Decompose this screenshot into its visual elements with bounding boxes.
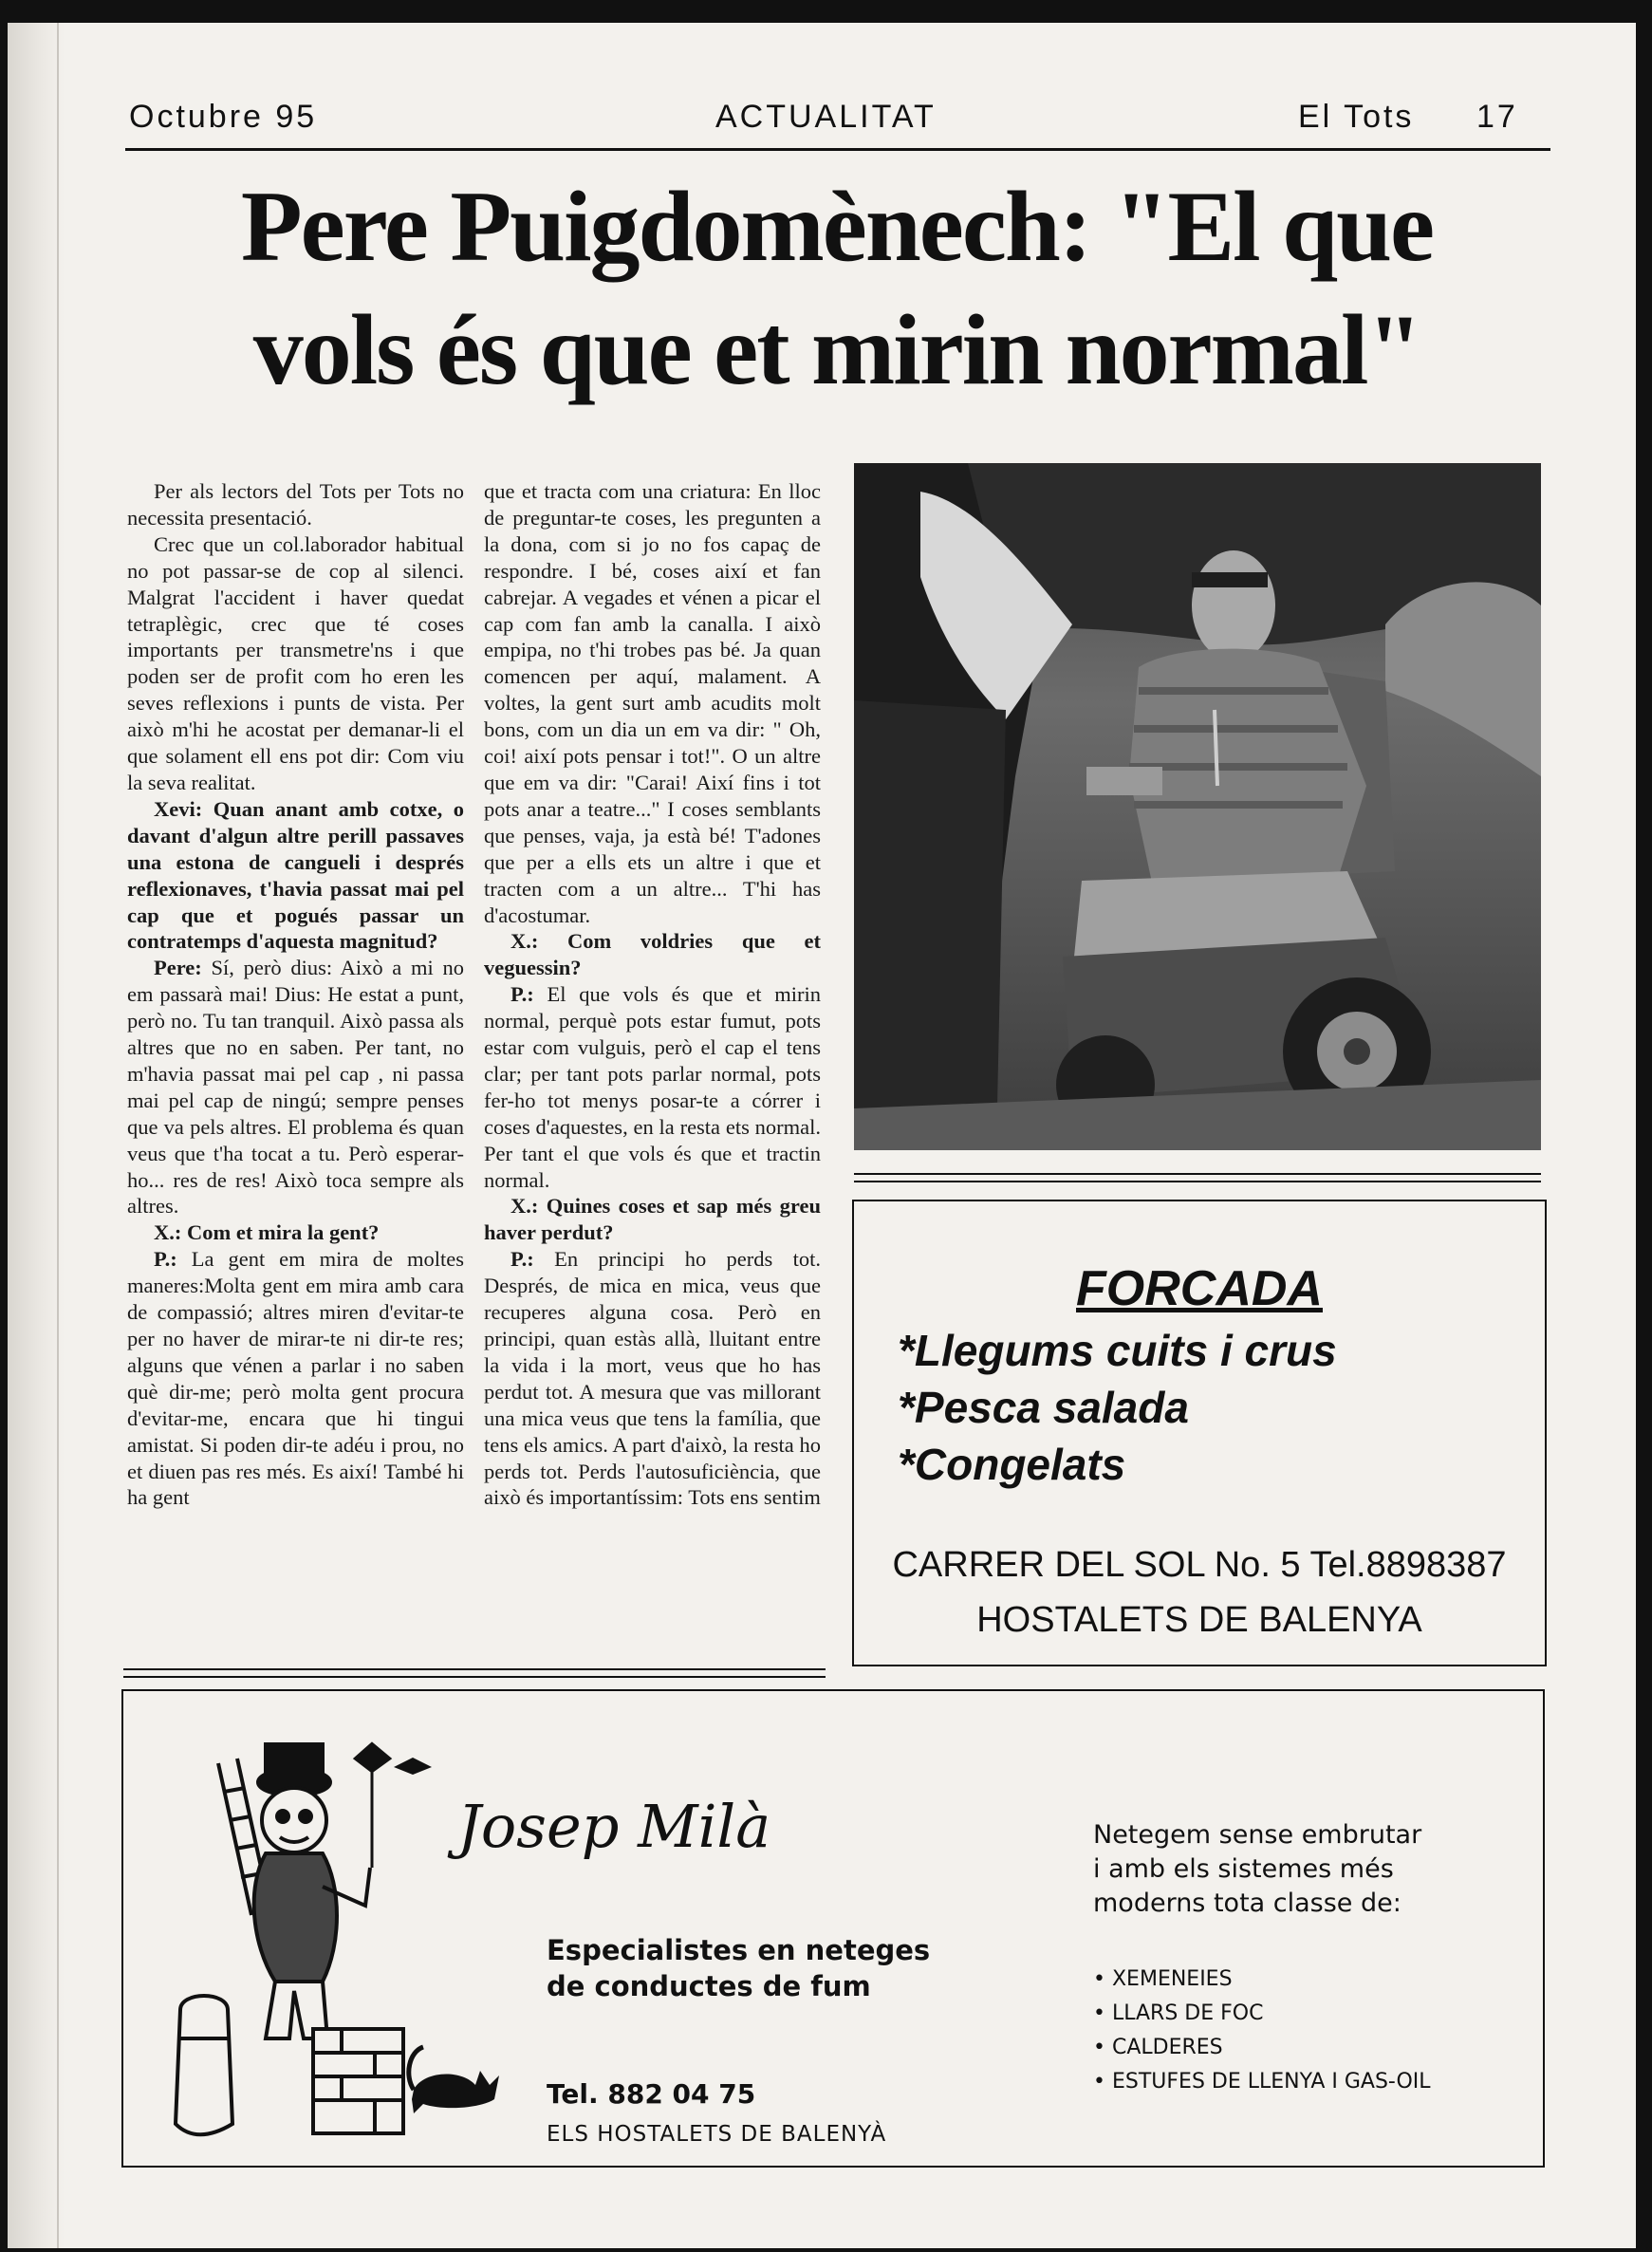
paragraph-text: que et tracta com una criatura: En lloc de preguntar-te coses, les pregunten a la dona, com si jo no fos capaç de respondre. I bé, coses així et fan cabrejar. A vegades et vénen a picar el cap com fan amb la canalla. I això empipa, no t'hi trobes pas bé. Ja quan comencen per aquí, malament. A voltes, la gent surt amb acudits molt bons, com un dia un em va dir: " Oh, coi! així pots pensar i tot!". O un altre que em va dir: "Carai! Així fins i tot pots anar a teatre..." I coses semblants que penses, vaja, ja està bé! T'adones que per a ells ets un altre i que et tracten com a un altre... T'hi has d'acostumar. [484,479,821,927]
article-headline [125,165,1549,412]
forcada-town: HOSTALETS DE BALENYA [976,1600,1422,1640]
header-publication: El Tots [1298,99,1415,135]
paragraph-speaker: P.: [510,1247,534,1272]
forcada-item-llegums: *Llegums cuits i crus [898,1326,1337,1375]
article-paragraph [484,928,821,981]
josep-intro-line-2: i amb els sistemes més [1093,1854,1394,1884]
forcada-address: CARRER DEL SOL No. 5 Tel.8898387 [892,1545,1507,1585]
article-paragraph [484,1246,821,1511]
paragraph-speaker: X.: Com voldries que et veguessin? [484,929,821,980]
josep-intro-line-1: Netegem sense embrutar [1093,1820,1422,1850]
josep-specialty [547,1932,930,2004]
header-rule [125,148,1550,151]
cat-icon [404,2033,509,2118]
josep-intro-line-3: moderns tota classe de: [1093,1889,1401,1918]
paragraph-text: Per als lectors del Tots per Tots no necessita presentació. [127,479,464,530]
service-item-calderes: • CALDERES [1093,2031,1431,2065]
binding-fold [57,23,59,2248]
paragraph-text: En principi ho perds tot. Després, de mica en mica, veus que recuperes alguna cosa. Però en principi, quan estàs allà, lluitant entre la vida i la mort, veus que ho has perdut tot. A mesura que vas millorant una mica veus que tens la família, que tens els amics. A part d'això, la resta ho perds tot. Perds l'autosuficiència, que això és importantíssim: Tots ens sentim [484,1247,821,1510]
service-item-xemeneies: • XEMENEIES [1093,1963,1431,1997]
article-column-2 [484,478,821,1511]
headline-line-1: Pere Puigdomènech: "El que [240,171,1434,282]
service-item-estufes: • ESTUFES DE LLENYA I GAS-OIL [1093,2065,1431,2099]
ad-josep-mila [121,1689,1545,2168]
josep-specialty-line-1: Especialistes en neteges [547,1934,931,1966]
josep-name: Josep Milà [457,1792,771,1861]
newspaper-page [8,23,1636,2248]
paragraph-speaker: Xevi: Quan anant amb cotxe, o davant d'algun altre perill passaves una estona de cangueli i després reflexionaves, t'havia passat mai pel cap que et pogués passar un contratemps d'aquesta magnitud? [127,796,464,954]
bird-icon [389,1748,436,1786]
paragraph-speaker: P.: [510,982,534,1007]
paragraph-speaker: X.: Quines coses et sap més greu haver perdut? [484,1194,821,1245]
josep-phone: Tel. 882 04 75 [547,2078,756,2110]
wheelchair-photo-illustration [854,463,1541,1150]
article-paragraph [127,1246,464,1511]
forcada-title: FORCADA [1076,1261,1323,1316]
headline-line-2: vols és que et mirin normal" [252,294,1421,405]
josep-specialty-line-2: de conductes de fum [547,1970,871,2002]
binding-gutter [8,23,65,2248]
paragraph-speaker: P.: [154,1247,177,1272]
header-date: Octubre 95 [129,99,318,135]
forcada-item-pesca: *Pesca salada [898,1383,1189,1432]
article-photo [854,463,1541,1150]
article-paragraph [127,796,464,955]
paragraph-text: El que vols és que et mirin normal, perquè pots estar fumut, pots estar com vulguis, però el cap el tens clar; per tant pots parlar normal, pots fer-ho tot menys posar-te a córrer i coses d'aquestes, en la resta ets normal. Per tant el que vols és que et tractin normal. [484,982,821,1192]
article-paragraph [127,478,464,531]
section-rule-lower-1 [123,1668,826,1670]
section-rule-upper-2 [854,1181,1541,1182]
article-paragraph [484,1193,821,1246]
forcada-item-congelats: *Congelats [898,1440,1126,1489]
article-paragraph [127,955,464,1219]
paragraph-text: La gent em mira de moltes maneres:Molta gent em mira amb cara de compassió; altres miren d'evitar-te per no haver de mirar-te ni dir-te res; alguns que vénen a parlar i no saben què dir-me; però molta gent procura d'evitar-me, encara que hi tingui amistat. Si poden dir-te adéu i prou, no et diuen pas res més. Es així! També hi ha gent [127,1247,464,1510]
header-page-number: 17 [1476,99,1518,135]
article-paragraph [484,981,821,1193]
paragraph-speaker: X.: Com et mira la gent? [154,1220,380,1245]
paragraph-text: Crec que un col.laborador habitual no pot passar-se de cop al silenci. Malgrat l'accident i haver quedat tetraplègic, crec que té coses importants per transmetre'ns i que poden ser de profit com ho eren les seves reflexions i punts de vista. Per això m'hi he acostat per demanar-li el que solament ell ens pot dir: Com viu la seva realitat. [127,531,464,794]
article-paragraph [127,1219,464,1246]
josep-intro [1093,1818,1421,1921]
service-item-llars-de-foc: • LLARS DE FOC [1093,1997,1431,2031]
josep-town: ELS HOSTALETS DE BALENYÀ [547,2122,887,2147]
article-paragraph [484,478,821,928]
paragraph-text: Sí, però dius: Això a mi no em passarà mai! Dius: He estat a punt, però no. Tu tan tranquil. Això passa als altres que no en saben. Per tant, no m'havia passat mai pel cap , ni passa mai pel cap de ningú; sempre penses que va pels altres. El problema és quan veus que t'ha tocat a tu. Però esperar-ho... res de res! Això toca sempre als altres. [127,956,464,1219]
paragraph-speaker: Pere: [154,956,202,980]
article-column-1 [127,478,464,1511]
josep-services-list [1093,1963,1431,2099]
article-paragraph [127,531,464,796]
header-section: ACTUALITAT [715,99,937,135]
chimney-sweep-illustration [161,1725,418,2143]
ad-forcada [852,1200,1547,1666]
section-rule-lower-2 [123,1676,826,1678]
section-rule-upper-1 [854,1173,1541,1175]
